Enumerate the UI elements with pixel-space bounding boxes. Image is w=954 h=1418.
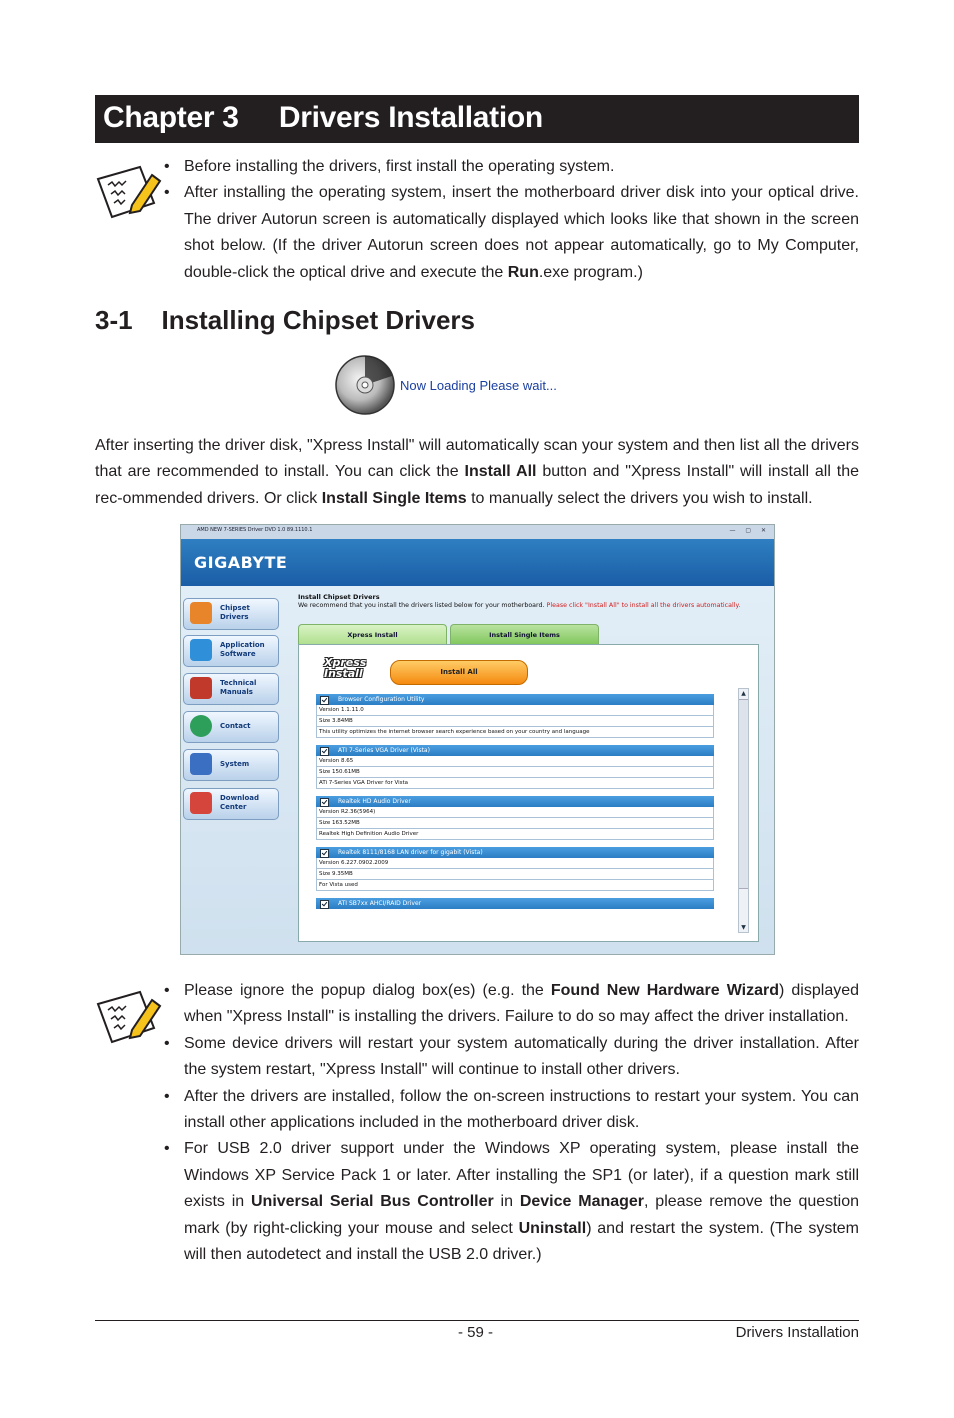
xpress-install-logo: Xpress Install <box>324 656 367 680</box>
driver-desc: Realtek High Definition Audio Driver <box>316 829 714 840</box>
intro-bullet-1-text: Before installing the drivers, first install the operating system. <box>184 158 615 175</box>
footer-rule <box>95 1320 859 1321</box>
tab-xpress-install[interactable]: Xpress Install <box>298 624 447 645</box>
scroll-up-icon[interactable]: ▲ <box>741 690 746 697</box>
notes-bullet-list <box>162 978 859 1268</box>
note-4-bold-2: Device Manager <box>519 1193 645 1211</box>
driver-size: Size 150.61MB <box>316 767 714 778</box>
driver-name: Browser Configuration Utility <box>338 696 425 703</box>
loading-text: Now Loading Please wait... <box>400 378 557 393</box>
body-text-b: button and "Xpress Install" will install all the rec-ommended drivers. Or click <box>95 463 859 507</box>
driver-size: Size 3.84MB <box>316 716 714 727</box>
driver-version: Version 6.227.0902.2009 <box>316 858 714 869</box>
section-title <box>95 305 475 336</box>
chapter-title-text: Drivers Installation <box>278 101 543 134</box>
install-all-button[interactable]: Install All <box>390 660 528 685</box>
note-1-text-a: Please ignore the popup dialog box(es) (e.g. the <box>184 982 551 999</box>
note-4-text-a: For USB 2.0 driver support under the Windows XP operating system, please install the Windows XP Service Pack 1 or later. After installing the SP1 (or later), if a question mark still exists in <box>184 1140 859 1211</box>
body-install-single-items: Install Single Items <box>321 489 467 507</box>
tab-install-single-items[interactable]: Install Single Items <box>450 624 599 645</box>
gigabyte-logo: GIGABYTE <box>194 553 288 572</box>
application-icon <box>190 639 212 661</box>
sidebar-label: Contact <box>220 722 251 730</box>
note-pencil-icon <box>96 990 162 1044</box>
driver-list-scrollbar[interactable] <box>738 688 749 933</box>
note-3-text: After the drivers are installed, follow the on-screen instructions to restart your system. You can install other applications included in the motherboard driver disk. <box>184 1087 859 1132</box>
driver-checkbox[interactable] <box>320 798 329 807</box>
note-4-text-c: , please remove the question mark (by right-clicking your mouse and select <box>184 1193 859 1237</box>
main-description <box>298 602 768 610</box>
sidebar-label: Download Center <box>220 794 260 811</box>
note-bullet-3 <box>162 1084 859 1137</box>
sidebar-label: Chipset Drivers <box>220 604 250 621</box>
sidebar-label: System <box>220 760 250 768</box>
main-title: Install Chipset Drivers <box>298 593 380 601</box>
note-bullet-4 <box>162 1136 859 1268</box>
scroll-down-icon[interactable]: ▼ <box>741 924 746 931</box>
window-controls[interactable]: — ▢ ✕ <box>729 527 770 534</box>
driver-checkbox[interactable] <box>320 696 329 705</box>
intro-bullet-1 <box>162 154 859 180</box>
driver-checkbox[interactable] <box>320 747 329 756</box>
section-number: 3-1 <box>95 305 133 335</box>
download-icon <box>190 792 212 814</box>
section-title-text: Installing Chipset Drivers <box>161 305 476 335</box>
intro-bullet-2-text-b: .exe program.) <box>538 263 643 281</box>
cd-disc-icon <box>334 354 396 416</box>
driver-name: Realtek 8111/8168 LAN driver for gigabit (Vista) <box>338 849 483 856</box>
body-install-all: Install All <box>464 463 537 481</box>
driver-item <box>316 745 714 789</box>
note-4-text-b: in <box>493 1193 520 1211</box>
globe-icon <box>190 715 212 737</box>
note-2-text: Some device drivers will restart your system automatically during the driver installation. After the system restart, "Xpress Install" will continue to install other drivers. <box>184 1034 859 1079</box>
window-titlebar <box>181 525 774 539</box>
driver-version: Version 8.65 <box>316 756 714 767</box>
sidebar-system[interactable] <box>183 749 279 781</box>
driver-size: Size 9.35MB <box>316 869 714 880</box>
main-desc-text: We recommend that you install the drivers listed below for your motherboard. <box>298 602 545 609</box>
sidebar-technical-manuals[interactable] <box>183 673 279 705</box>
driver-checkbox[interactable] <box>320 900 329 909</box>
window-title: AMD NEW 7-SERIES Driver DVD 1.0 89.1110.1 <box>197 527 313 533</box>
body-text-a: After inserting the driver disk, "Xpress Install" will automatically scan your system and then list all the drivers that are recommended to install. You can click the <box>95 437 859 481</box>
chapter-number: Chapter 3 <box>103 101 239 134</box>
sidebar-application-software[interactable] <box>183 635 279 667</box>
intro-bullet-2-run: Run <box>507 263 539 281</box>
note-pencil-icon <box>96 165 162 219</box>
intro-bullet-2-text-a: After installing the operating system, insert the motherboard driver disk into your optical drive. The driver Autorun screen is automatically displayed which looks like that shown in the screen shot below. (If the driver Autorun screen does not appear automatically, go to My Computer, double-click the optical drive and execute the <box>184 184 859 281</box>
xpress-install-screenshot <box>180 524 775 955</box>
note-4-bold-1: Universal Serial Bus Controller <box>250 1193 494 1211</box>
driver-name: ATI SB7xx AHCI/RAID Driver <box>338 900 422 907</box>
driver-item <box>316 694 714 738</box>
sidebar-label: Technical Manuals <box>220 679 257 696</box>
driver-desc: This utility optimizes the internet browser search experience based on your country and language <box>316 727 714 738</box>
system-icon <box>190 753 212 775</box>
body-paragraph <box>95 433 859 512</box>
manuals-icon <box>190 677 212 699</box>
driver-name: Realtek HD Audio Driver <box>338 798 411 805</box>
driver-checkbox[interactable] <box>320 849 329 858</box>
footer-title: Drivers Installation <box>735 1324 859 1341</box>
chapter-title <box>103 101 543 135</box>
driver-item <box>316 847 714 891</box>
loading-image <box>334 354 574 418</box>
sidebar-download-center[interactable] <box>183 788 279 820</box>
main-desc-red: Please click "Install All" to install all the drivers automatically. <box>546 602 741 609</box>
sidebar-contact[interactable] <box>183 711 279 743</box>
intro-bullet-list <box>162 154 859 286</box>
body-text-c: to manually select the drivers you wish to install. <box>466 489 813 507</box>
driver-list <box>316 694 716 916</box>
note-4-bold-3: Uninstall <box>518 1219 587 1237</box>
app-header <box>181 539 774 586</box>
note-1-text-b: ) displayed when "Xpress Install" is installing the drivers. Failure to do so may affect the driver installation. <box>184 982 860 1026</box>
note-4-text-d: ) and restart the system. (The system will then autodetect and install the USB 2.0 driver.) <box>184 1219 860 1264</box>
driver-version: Version R2.36(5964) <box>316 807 714 818</box>
note-1-bold: Found New Hardware Wizard <box>550 982 780 999</box>
driver-item <box>316 898 714 909</box>
note-bullet-1 <box>162 978 859 1031</box>
sidebar-chipset-drivers[interactable] <box>183 598 279 630</box>
page-number: - 59 - <box>458 1324 494 1341</box>
driver-desc: For Vista used <box>316 880 714 891</box>
driver-version: Version 1.1.11.0 <box>316 705 714 716</box>
driver-desc: ATi 7-Series VGA Driver for Vista <box>316 778 714 789</box>
note-bullet-2 <box>162 1031 859 1084</box>
driver-name: ATI 7-Series VGA Driver (Vista) <box>338 747 430 754</box>
chapter-header <box>95 95 859 143</box>
intro-bullet-2 <box>162 180 859 286</box>
driver-size: Size 163.52MB <box>316 818 714 829</box>
driver-panel <box>298 644 759 942</box>
scroll-thumb[interactable] <box>739 699 748 889</box>
driver-item <box>316 796 714 840</box>
chipset-icon <box>190 602 212 624</box>
sidebar-label: Application Software <box>220 641 265 658</box>
